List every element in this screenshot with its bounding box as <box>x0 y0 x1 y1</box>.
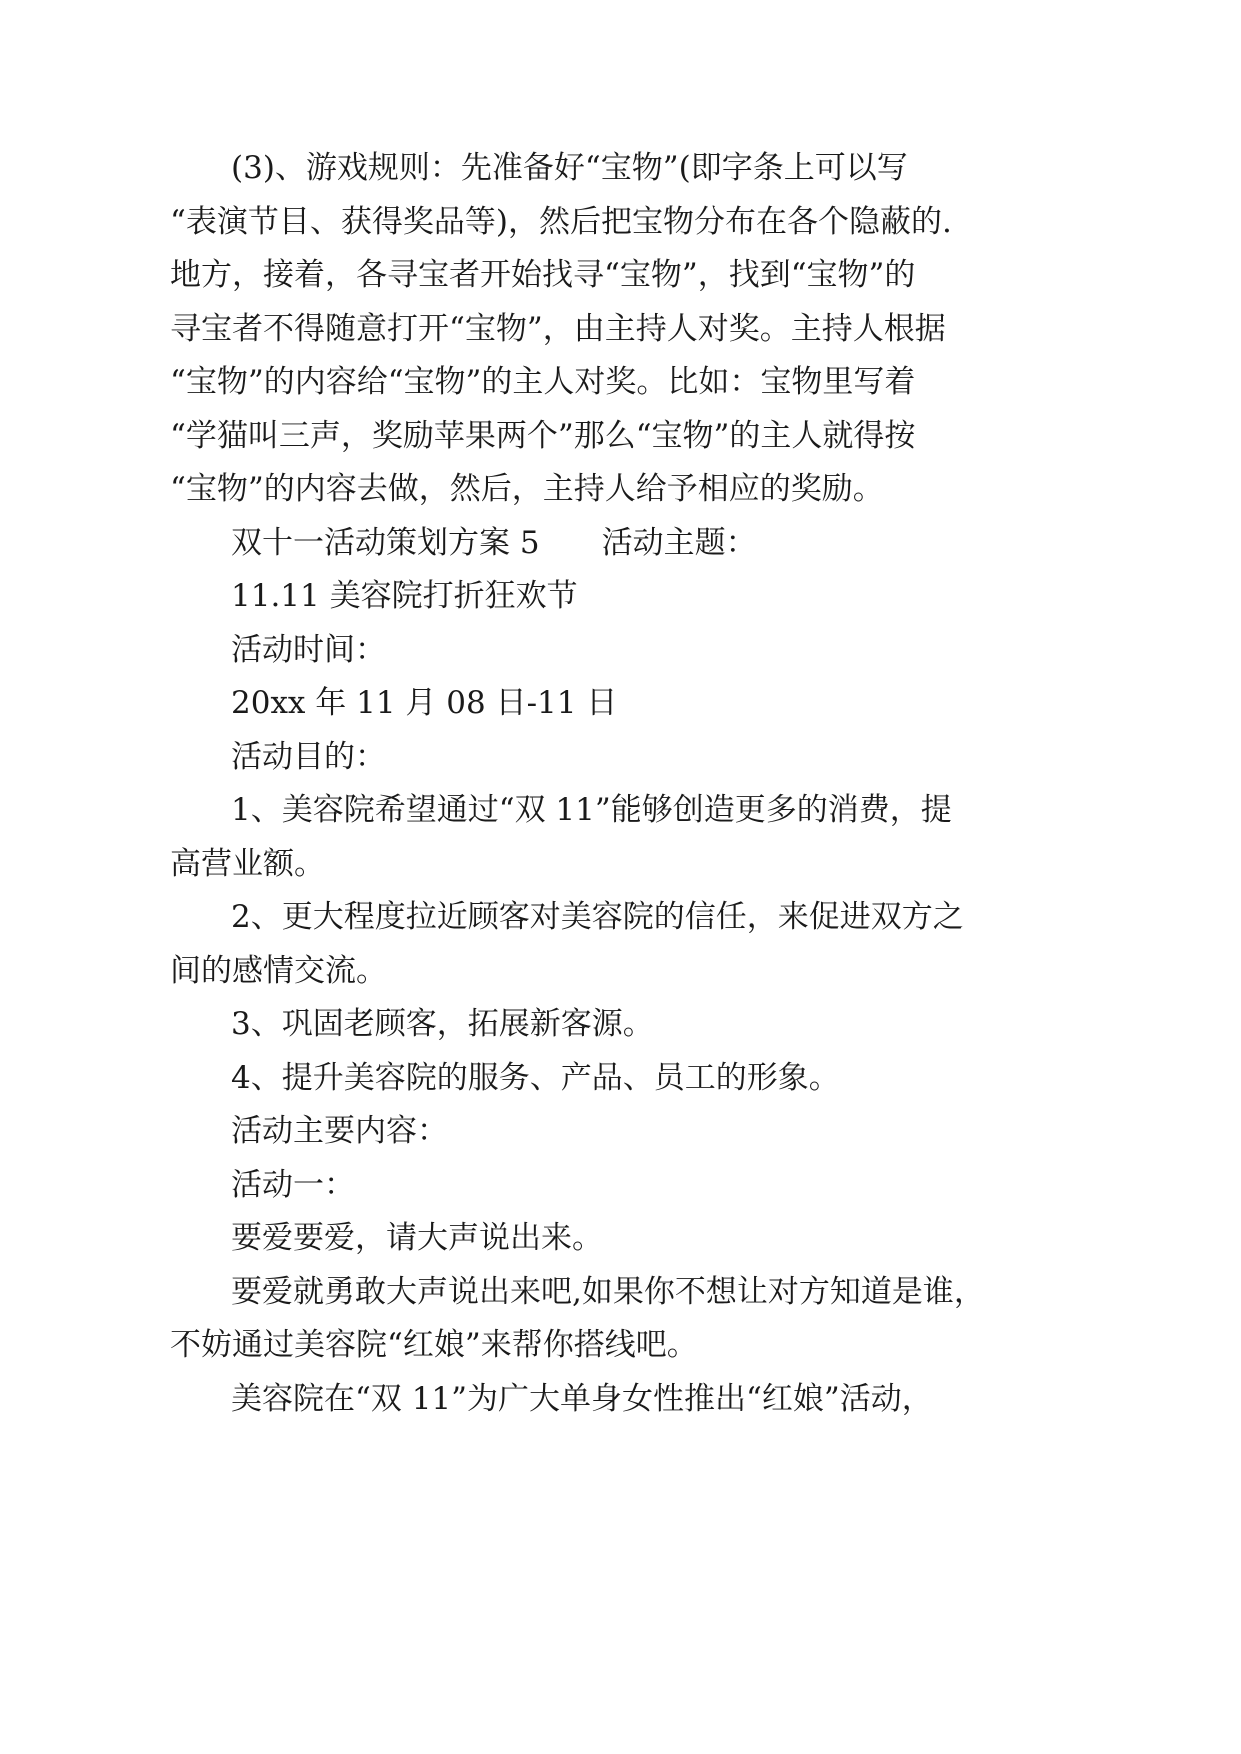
text-line: 2、更大程度拉近顾客对美容院的信任，来促进双方之 <box>231 899 964 935</box>
text-line: 美容院在“双 11”为广大单身女性推出“红娘”活动， <box>231 1381 933 1417</box>
text-line: “宝物”的内容给“宝物”的主人对奖。比如：宝物里写着 <box>170 364 916 400</box>
text-line: 寻宝者不得随意打开“宝物”，由主持人对奖。主持人根据 <box>170 311 946 347</box>
section-heading: 双十一活动策划方案 5 活动主题： <box>231 525 757 561</box>
text-line: 活动主要内容： <box>231 1113 448 1149</box>
text-line: “宝物”的内容去做，然后，主持人给予相应的奖励。 <box>170 471 884 507</box>
text-line: (3)、游戏规则：先准备好“宝物”(即字条上可以写 <box>231 150 908 186</box>
text-line: “学猫叫三声，奖励苹果两个”那么“宝物”的主人就得按 <box>170 418 916 454</box>
text-line: 活动时间： <box>231 632 386 668</box>
text-line: 活动目的： <box>231 739 386 775</box>
text-line: 不妨通过美容院“红娘”来帮你搭线吧。 <box>170 1327 698 1363</box>
text-line: 活动一： <box>231 1167 355 1203</box>
text-line: 间的感情交流。 <box>170 953 387 989</box>
text-line: 地方，接着，各寻宝者开始找寻“宝物”，找到“宝物”的 <box>170 257 916 293</box>
text-line: 要爱就勇敢大声说出来吧,如果你不想让对方知道是谁， <box>231 1274 985 1310</box>
text-line: 11.11 美容院打折狂欢节 <box>231 578 578 614</box>
text-line: 要爱要爱，请大声说出来。 <box>231 1220 603 1256</box>
text-line: 4、提升美容院的服务、产品、员工的形象。 <box>231 1060 840 1096</box>
text-line: 20xx 年 11 月 08 日-11 日 <box>231 685 618 721</box>
text-line: “表演节目、获得奖品等)，然后把宝物分布在各个隐蔽的. <box>170 204 952 240</box>
text-line: 1、美容院希望通过“双 11”能够创造更多的消费，提 <box>231 792 952 828</box>
text-line: 3、巩固老顾客，拓展新客源。 <box>231 1006 654 1042</box>
text-line: 高营业额。 <box>170 846 325 882</box>
